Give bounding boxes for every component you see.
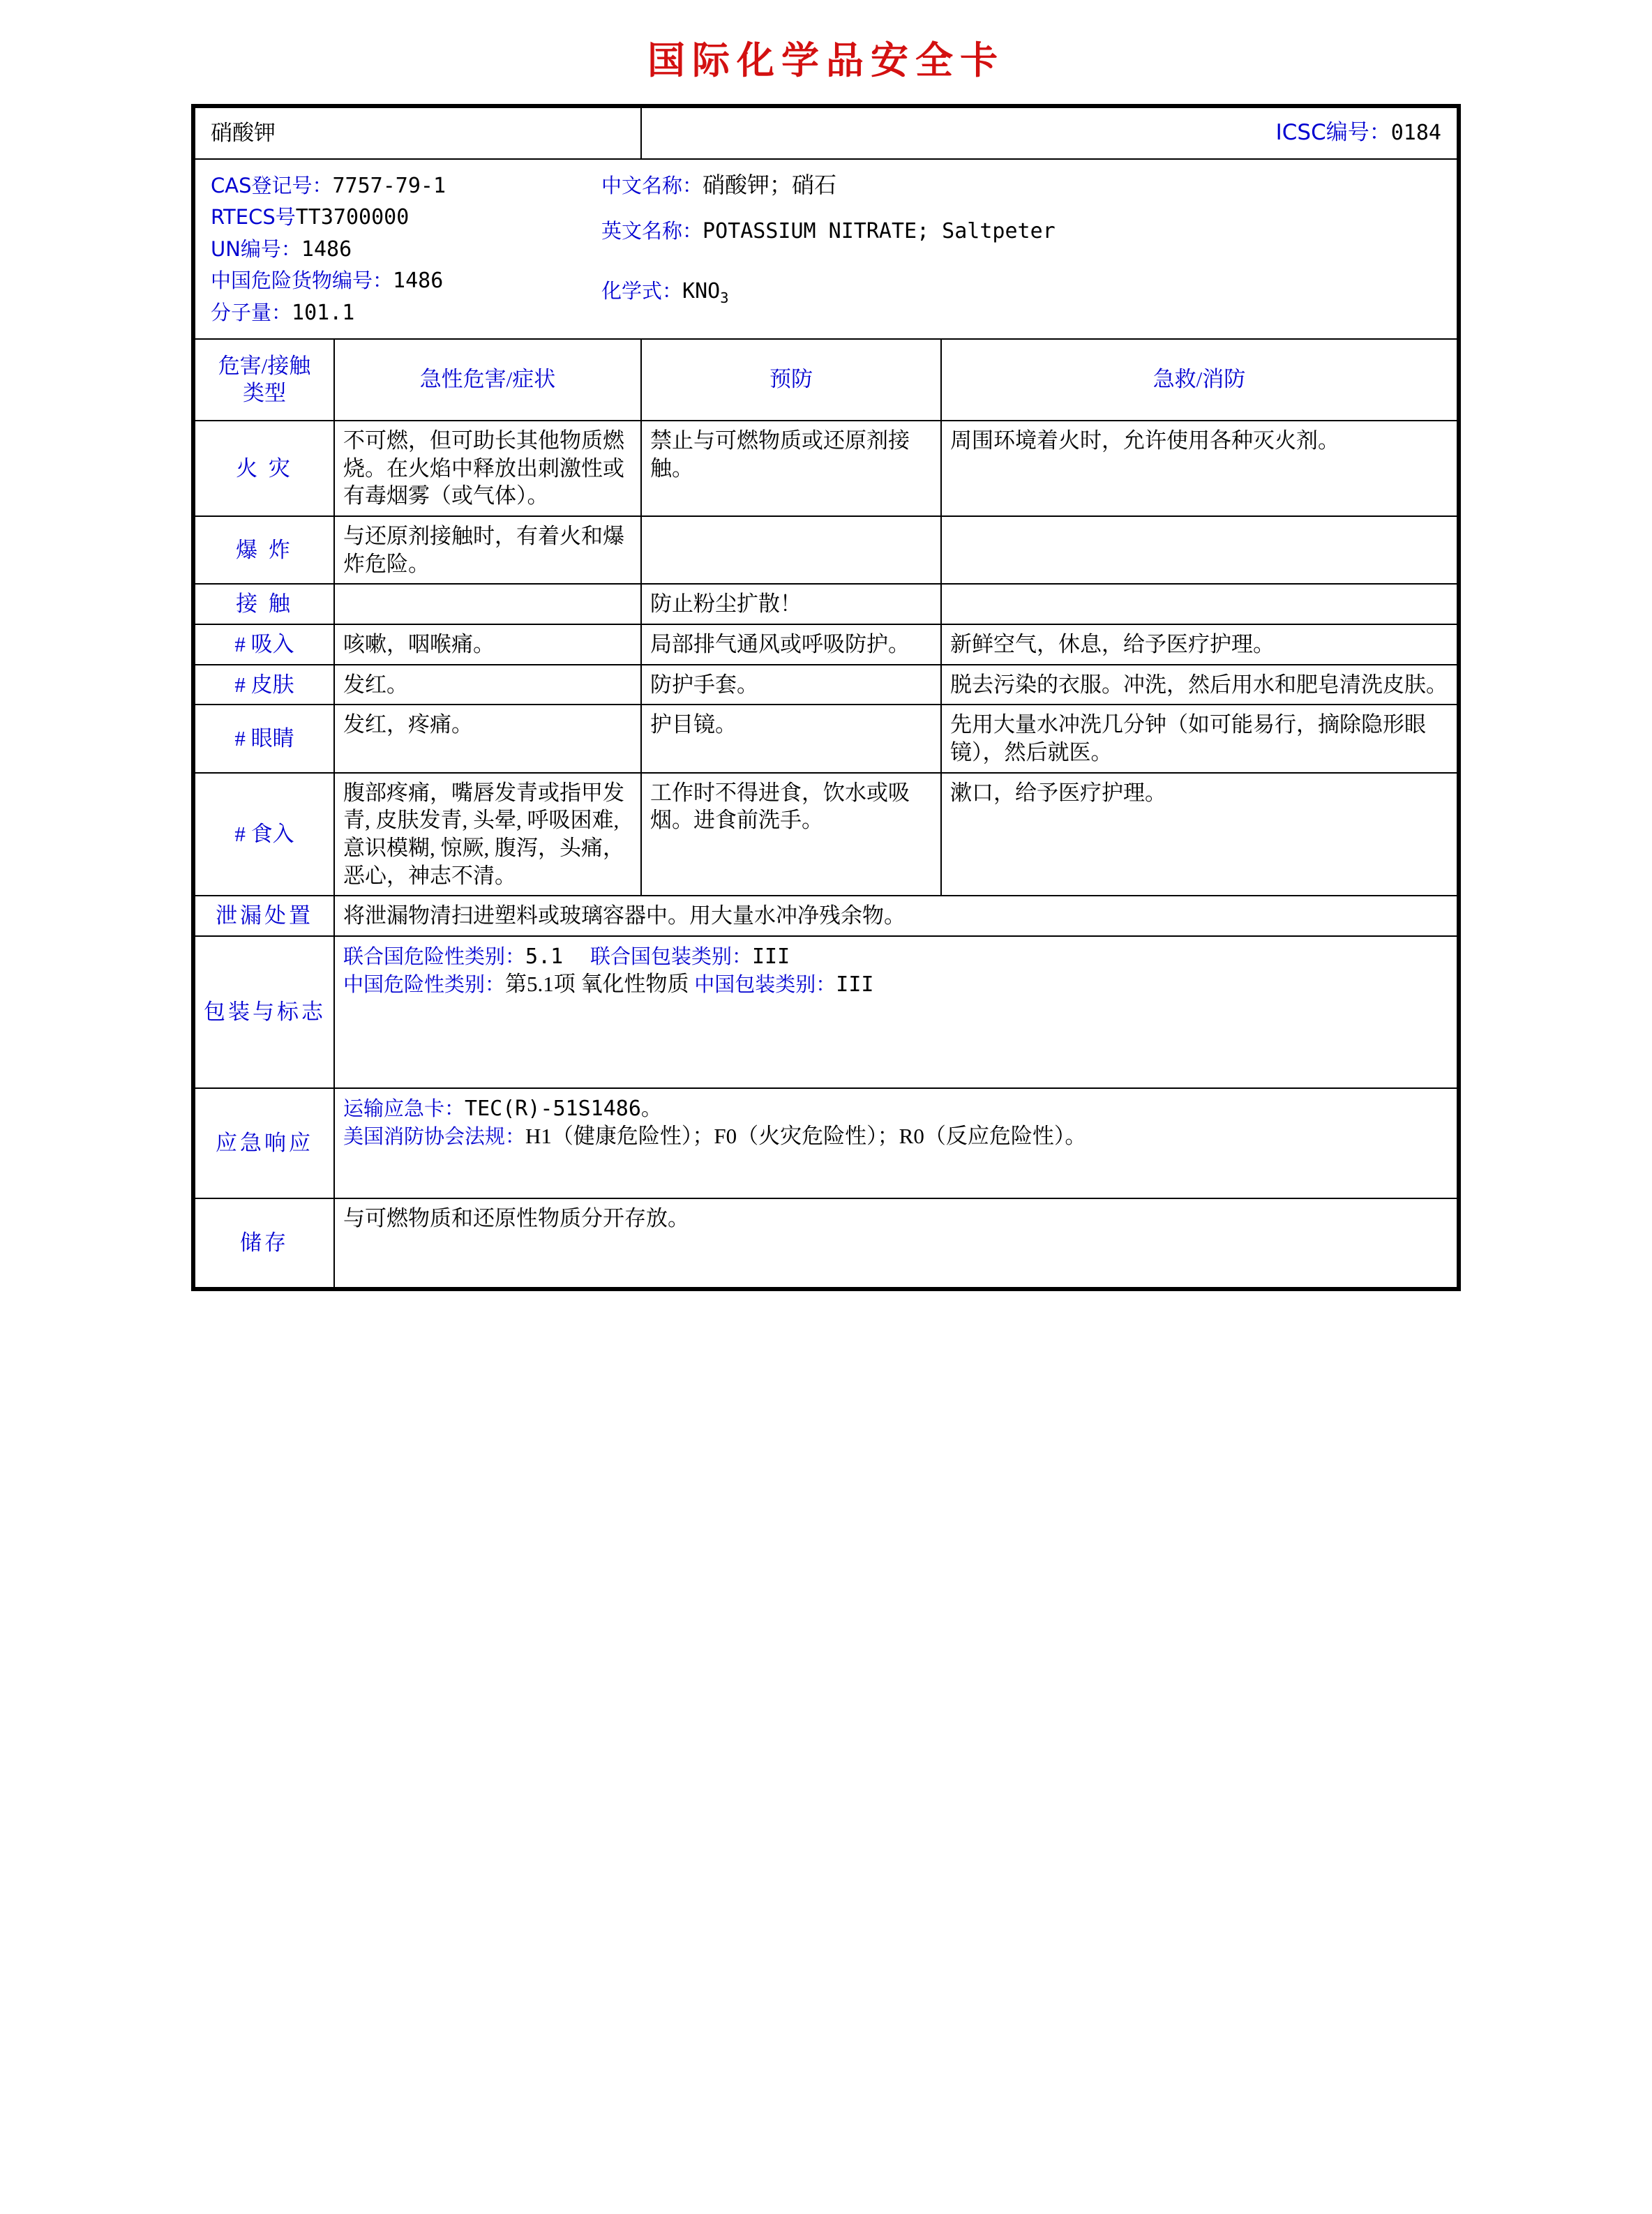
table-row: [195, 773, 1457, 896]
transport-card-value: TEC(R)-51S1486。: [465, 1097, 662, 1122]
column-header-hazard-type-line2: 类型: [243, 381, 286, 406]
cell-fire-acute: 不可燃，但可助长其他物质燃烧。在火焰中释放出刺激性或有毒烟雾（或气体）。: [334, 421, 641, 516]
cell-emergency: [334, 1088, 1457, 1198]
icsc-number: 0184: [1390, 121, 1441, 145]
un-class-value: 5.1: [525, 944, 564, 970]
un-value: 1486: [301, 236, 352, 262]
table-row: [195, 624, 1457, 665]
row-label-ingestion: # 食入: [195, 773, 334, 896]
cn-dangerous-value: 1486: [393, 269, 444, 294]
page-title: 国际化学品安全卡: [647, 38, 1005, 82]
mw-line: [211, 296, 601, 329]
column-header-acute: 急性危害/症状: [334, 339, 641, 421]
rtecs-line: [211, 201, 601, 233]
column-header-firstaid: 急救/消防: [941, 339, 1457, 421]
cn-pack-value: III: [836, 972, 874, 997]
name-cn-line: [601, 170, 1441, 201]
formula-main: KNO: [682, 278, 721, 303]
name-cn-label: 中文名称：: [601, 173, 703, 197]
icsc-card: [191, 104, 1461, 1291]
nfpa-value: H1（健康危险性）；F0（火灾危险性）；R0（反应危险性）。: [525, 1124, 1087, 1149]
cell-skin-prevention: 防护手套。: [641, 665, 941, 705]
row-label-fire: 火 灾: [195, 421, 334, 516]
name-en-label: 英文名称：: [601, 219, 703, 243]
table-row: [195, 516, 1457, 584]
row-label-emergency: 应急响应: [195, 1088, 334, 1198]
cell-fire-prevention: 禁止与可燃物质或还原剂接触。: [641, 421, 941, 516]
cell-storage-text: 与可燃物质和还原性物质分开存放。: [334, 1198, 1457, 1288]
cell-explosion-acute: 与还原剂接触时，有着火和爆炸危险。: [334, 516, 641, 584]
row-label-inhalation: # 吸入: [195, 624, 334, 665]
name-cn-value: 硝酸钾；硝石: [703, 172, 837, 197]
table-row: [195, 421, 1457, 516]
emergency-transport-line: [343, 1094, 1448, 1122]
identifiers-left-column: [211, 170, 601, 329]
table-row-storage: [195, 1198, 1457, 1288]
cell-exposure-firstaid: [941, 584, 1457, 624]
icsc-number-cell: [641, 107, 1457, 159]
name-en-line: [601, 215, 1441, 247]
un-pack-label: 联合国包装类别：: [590, 944, 752, 969]
table-row-header: [195, 107, 1457, 159]
cell-skin-acute: 发红。: [334, 665, 641, 705]
icsc-label: ICSC编号：: [1275, 120, 1391, 145]
un-class-label: 联合国危险性类别：: [343, 944, 526, 969]
cell-packaging: [334, 936, 1457, 1088]
rtecs-label: RTECS号: [211, 205, 296, 229]
cell-explosion-prevention: [641, 516, 941, 584]
cell-eyes-firstaid: 先用大量水冲洗几分钟（如可能易行，摘除隐形眼镜），然后就医。: [941, 705, 1457, 772]
row-label-skin: # 皮肤: [195, 665, 334, 705]
cell-spill-text: 将泄漏物清扫进塑料或玻璃容器中。用大量水冲净残余物。: [334, 896, 1457, 936]
un-line: [211, 233, 601, 265]
mw-label: 分子量：: [211, 301, 292, 325]
formula-subscript: 3: [720, 289, 729, 306]
column-header-prevention: 预防: [641, 339, 941, 421]
table-row: [195, 705, 1457, 772]
table-row-identifiers: [195, 159, 1457, 339]
row-label-explosion: 爆 炸: [195, 516, 334, 584]
table-row-spill: [195, 896, 1457, 936]
row-label-exposure: 接 触: [195, 584, 334, 624]
cn-class-value: 第5.1项 氧化性物质: [505, 972, 689, 997]
row-label-packaging: 包装与标志: [195, 936, 334, 1088]
row-label-storage: 储存: [195, 1198, 334, 1288]
identifiers-right-column: [601, 170, 1441, 329]
cn-dangerous-line: [211, 264, 601, 296]
rtecs-value: TT3700000: [295, 205, 410, 230]
name-en-value: POTASSIUM NITRATE; Saltpeter: [703, 219, 1056, 244]
row-label-spill: 泄漏处置: [195, 896, 334, 936]
cn-pack-label: 中国包装类别：: [694, 972, 836, 997]
un-label: UN编号：: [211, 236, 301, 261]
cas-line: [211, 170, 601, 202]
cell-eyes-prevention: 护目镜。: [641, 705, 941, 772]
formula-line: [601, 275, 1441, 308]
cell-exposure-prevention: 防止粉尘扩散！: [641, 584, 941, 624]
cn-dangerous-label: 中国危险货物编号：: [211, 269, 393, 293]
table-row: [195, 584, 1457, 624]
cell-inhalation-prevention: 局部排气通风或呼吸防护。: [641, 624, 941, 665]
transport-card-label: 运输应急卡：: [343, 1097, 465, 1121]
column-header-hazard-type: [195, 339, 334, 421]
cell-ingestion-acute: 腹部疼痛，嘴唇发青或指甲发青, 皮肤发青, 头晕, 呼吸困难, 意识模糊, 惊厥, 腹泻，头痛，恶心，神志不清。: [334, 773, 641, 896]
table-row-packaging: [195, 936, 1457, 1088]
cell-fire-firstaid: 周围环境着火时，允许使用各种灭火剂。: [941, 421, 1457, 516]
chemical-name-cn: 硝酸钾: [195, 107, 641, 159]
table-row-emergency: [195, 1088, 1457, 1198]
cas-label: CAS登记号：: [211, 173, 333, 197]
cas-value: 7757-79-1: [332, 173, 446, 198]
cell-skin-firstaid: 脱去污染的衣服。冲洗，然后用水和肥皂清洗皮肤。: [941, 665, 1457, 705]
cell-ingestion-prevention: 工作时不得进食，饮水或吸烟。进食前洗手。: [641, 773, 941, 896]
packaging-un-line: [343, 942, 1448, 970]
cell-ingestion-firstaid: 漱口，给予医疗护理。: [941, 773, 1457, 896]
cell-eyes-acute: 发红，疼痛。: [334, 705, 641, 772]
emergency-nfpa-line: [343, 1122, 1448, 1150]
cell-exposure-acute: [334, 584, 641, 624]
cell-inhalation-acute: 咳嗽，咽喉痛。: [334, 624, 641, 665]
icsc-table: [194, 107, 1458, 1288]
cell-inhalation-firstaid: 新鲜空气，休息，给予医疗护理。: [941, 624, 1457, 665]
identifiers-cell: [195, 159, 1457, 339]
table-row-column-headers: [195, 339, 1457, 421]
packaging-cn-line: [343, 970, 1448, 998]
column-header-hazard-type-line1: 危害/接触: [218, 353, 311, 378]
cn-class-label: 中国危险性类别：: [343, 972, 506, 997]
mw-value: 101.1: [292, 301, 355, 326]
nfpa-label: 美国消防协会法规：: [343, 1124, 526, 1149]
table-row: [195, 665, 1457, 705]
formula-value: [682, 278, 729, 306]
cell-explosion-firstaid: [941, 516, 1457, 584]
un-pack-value: III: [751, 944, 790, 970]
row-label-eyes: # 眼睛: [195, 705, 334, 772]
formula-label: 化学式：: [601, 278, 683, 303]
